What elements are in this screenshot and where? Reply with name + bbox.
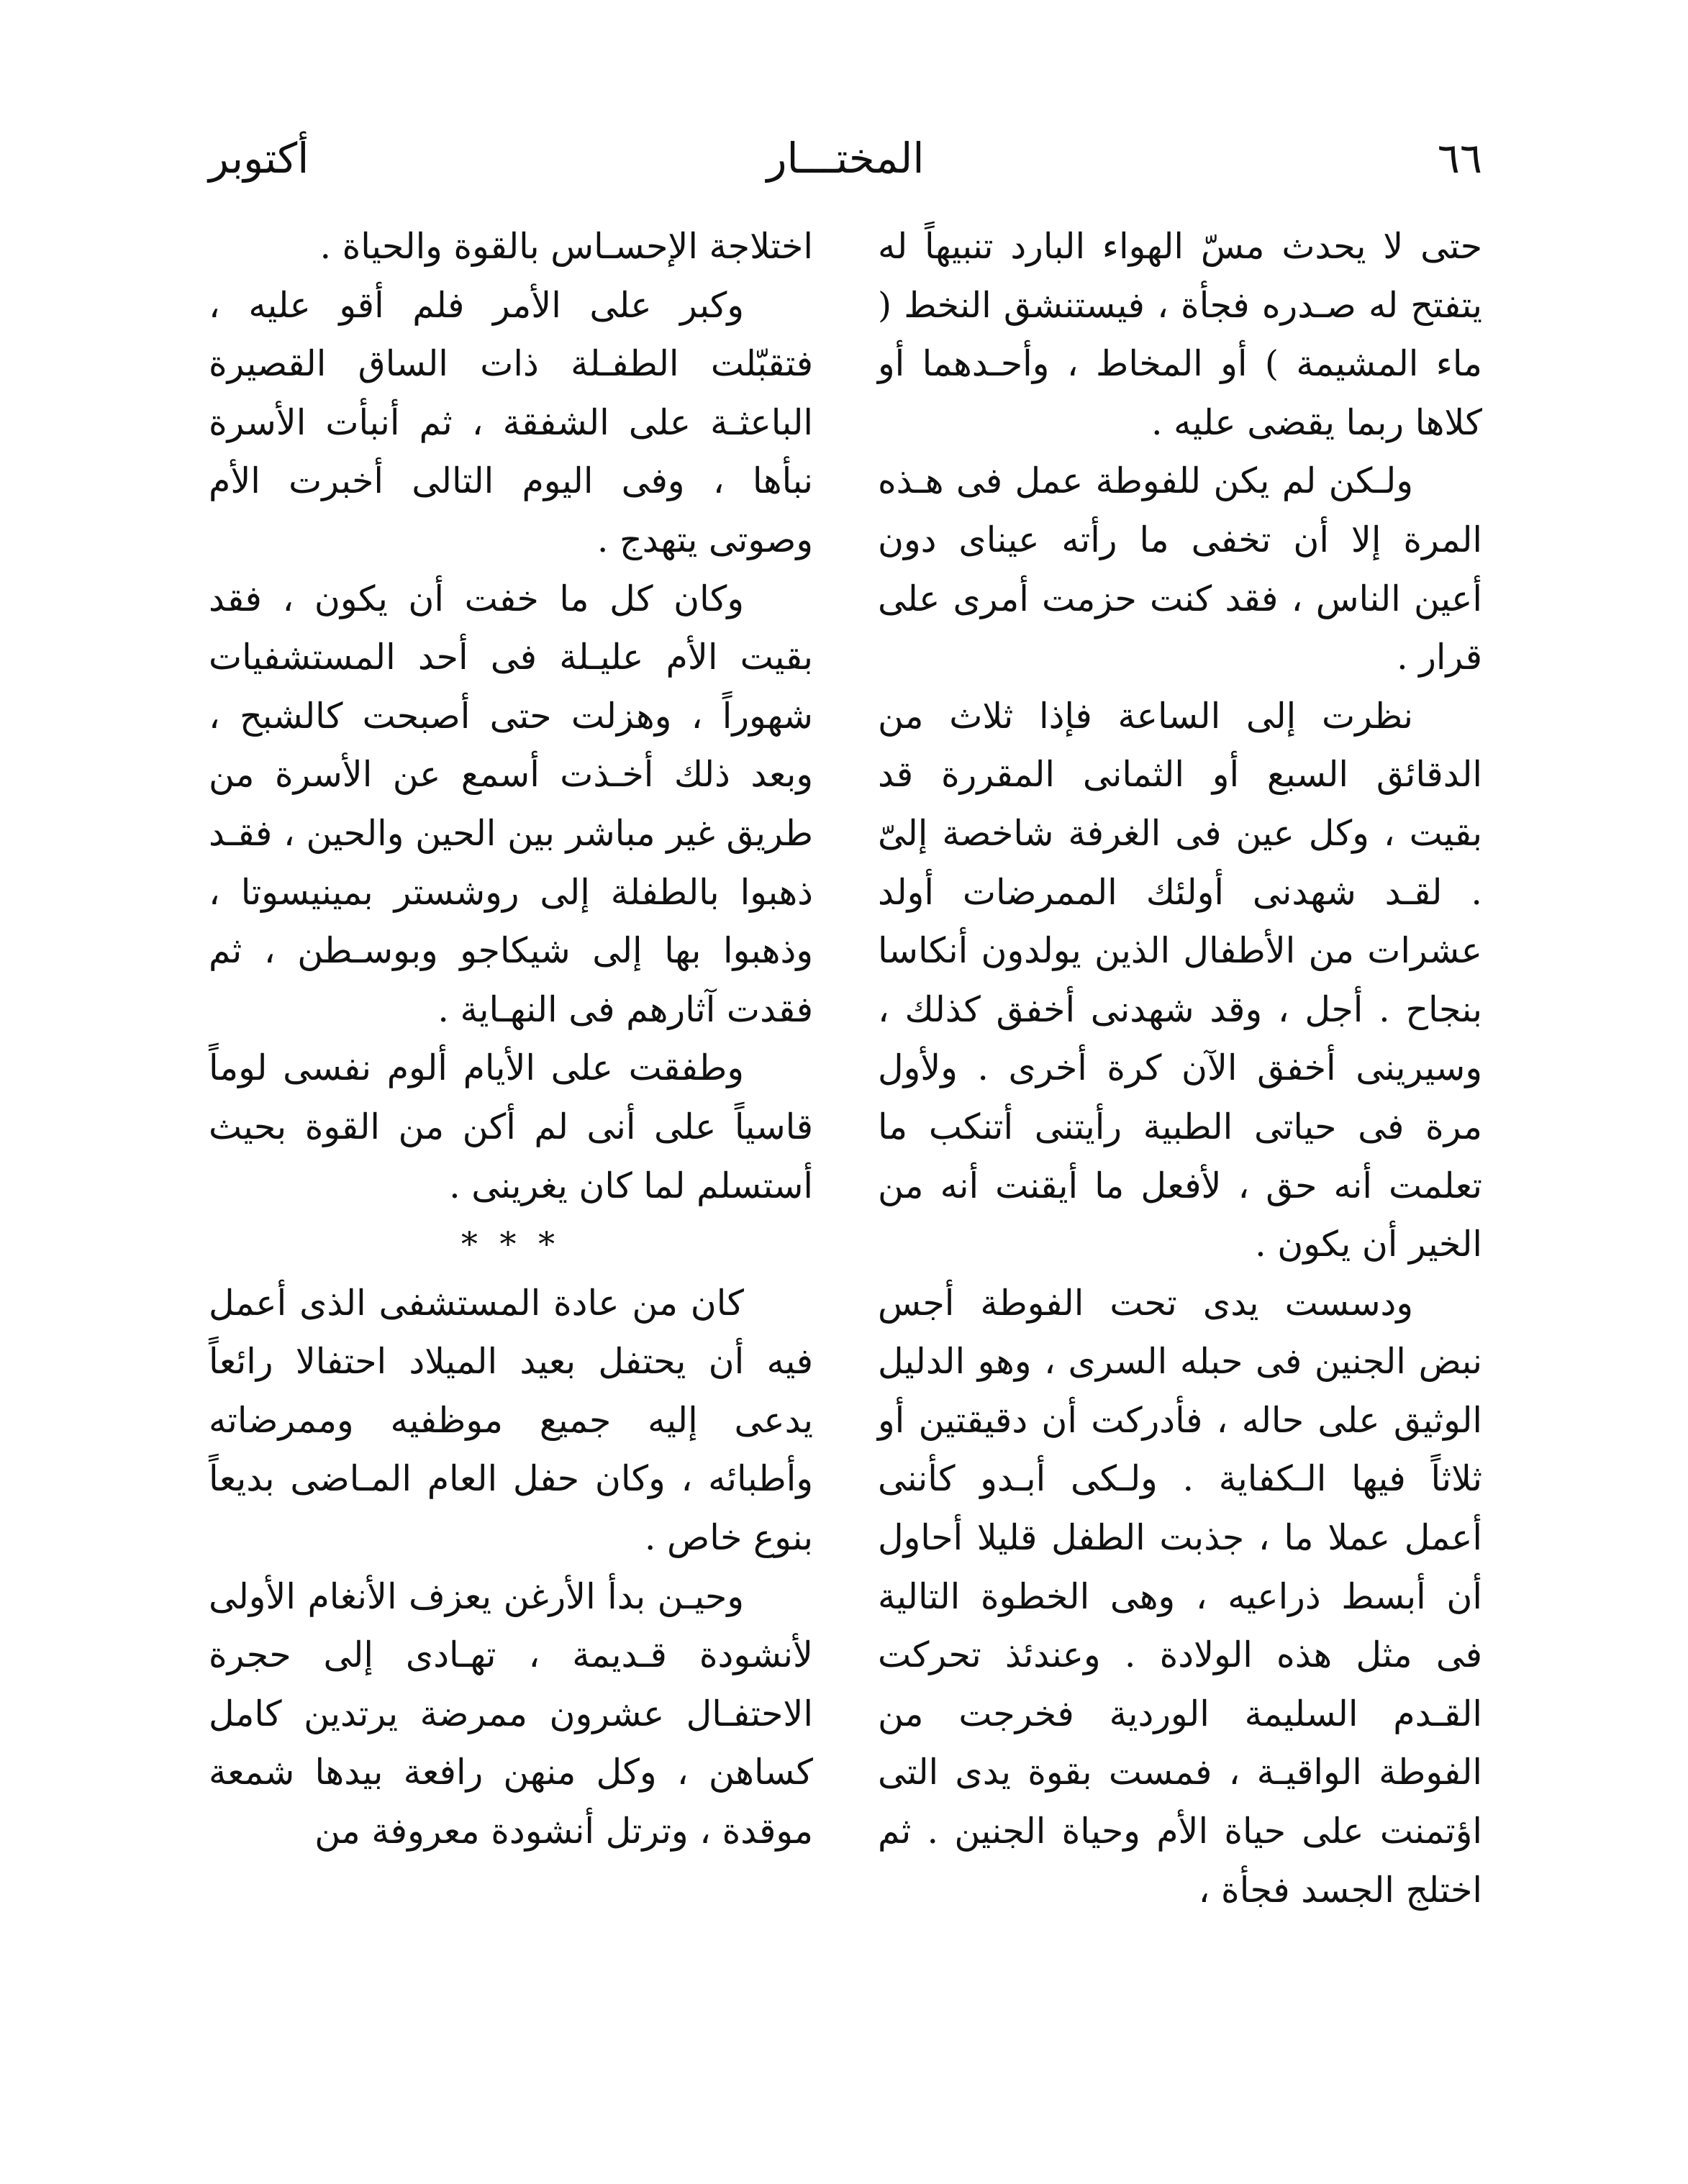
- paragraph: وطفقت على الأيام ألوم نفسى لوماً قاسياً على أنى لم أكن من القوة بحيث أستسلم لما كان يغرينى .: [209, 1047, 813, 1206]
- left-text-column: [209, 217, 813, 1861]
- paragraph: ودسست يدى تحت الفوطة أجس نبض الجنين فى حبله السرى ، وهو الدليل الوثيق على حاله ، فأدركت أن دقيقتين أو ثلاثاً فيها الـكفاية . ولـكى أبـدو كأننى أعمل عملا ما ، جذبت الطفل قليلا أحاول أن أبسط ذراعيه ، وهى الخطوة التالية فى مثل هذه الولادة . وعندئذ تحركت القـدم السليمة الوردية فخرجت من الفوطة الواقيـة ، فمست بقوة يدى التى اؤتمنت على حياة الأم وحياة الجنين . ثم اختلج الجسد فجأة ،: [878, 1282, 1482, 1911]
- paragraph: وكان كل ما خفت أن يكون ، فقد بقيت الأم عليـلة فى أحد المستشفيات شهوراً ، وهزلت حتى أصبحت كالشبح ، وبعد ذلك أخـذت أسمع عن الأسرة من طريق غير مباشر بين الحين والحين ، فقـد ذهبوا بالطفلة إلى روشستر بمينيسوتا ، وذهبوا بها إلى شيكاجو وبوسـطن ، ثم فقدت آثارهم فى النهـاية .: [209, 578, 813, 1030]
- issue-month: أكتوبر: [209, 134, 309, 183]
- right-text-column: [878, 217, 1482, 1919]
- running-title: المختـــار: [766, 134, 925, 183]
- paragraph: وحيـن بدأ الأرغن يعزف الأنغام الأولى لأنشودة قـديمة ، تهـادى إلى حجرة الاحتفـال عشرون ممرضة يرتدين كامل كساهن ، وكل منهن رافعة بيدها شمعة موقدة ، وترتل أنشودة معروفة من: [209, 1575, 813, 1852]
- page-number: ٦٦: [1437, 134, 1482, 183]
- paragraph: كان من عادة المستشفى الذى أعمل فيه أن يحتفل بعيد الميلاد احتفالا رائعاً يدعى إليه جميع موظفيه وممرضاته وأطبائه ، وكان حفل العام المـاضى بديعاً بنوع خاص .: [209, 1282, 813, 1559]
- paragraph: اختلاجة الإحسـاس بالقوة والحياة .: [319, 226, 813, 267]
- paragraph: ولـكن لم يكن للفوطة عمل فى هـذه المرة إلا أن تخفى ما رأته عيناى دون أعين الناس ، فقد كنت حزمت أمرى على قرار .: [878, 460, 1482, 678]
- paragraph: حتى لا يحدث مسّ الهواء البارد تنبيهاً له يتفتح له صـدره فجأة ، فيستنشق النخط ( ماء المشيمة ) أو المخاط ، وأحـدهما أو كلاها ربما يقضى عليه .: [878, 226, 1482, 443]
- paragraph: نظرت إلى الساعة فإذا ثلاث من الدقائق السبع أو الثمانى المقررة قد بقيت ، وكل عين فى الغرفة شاخصة إلىّ . لقـد شهدنى أولئك الممرضات أولد عشرات من الأطفال الذين يولدون أنكاسا بنجاح . أجل ، وقد شهدنى أخفق كذلك ، وسيرينى أخفق الآن كرة أخرى . ولأول مرة فى حياتى الطبية رأيتنى أتنكب ما تعلمت أنه حق ، لأفعل ما أيقنت أنه من الخير أن يكون .: [878, 695, 1482, 1265]
- paragraph: وكبر على الأمر فلم أقو عليه ، فتقبّلت الطفـلة ذات الساق القصيرة الباعثـة على الشفقة ، ثم أنبأت الأسرة نبأها ، وفى اليوم التالى أخبرت الأم وصوتى يتهدج .: [209, 284, 813, 560]
- section-separator: * * *: [460, 1224, 561, 1264]
- page-header: [209, 122, 1482, 201]
